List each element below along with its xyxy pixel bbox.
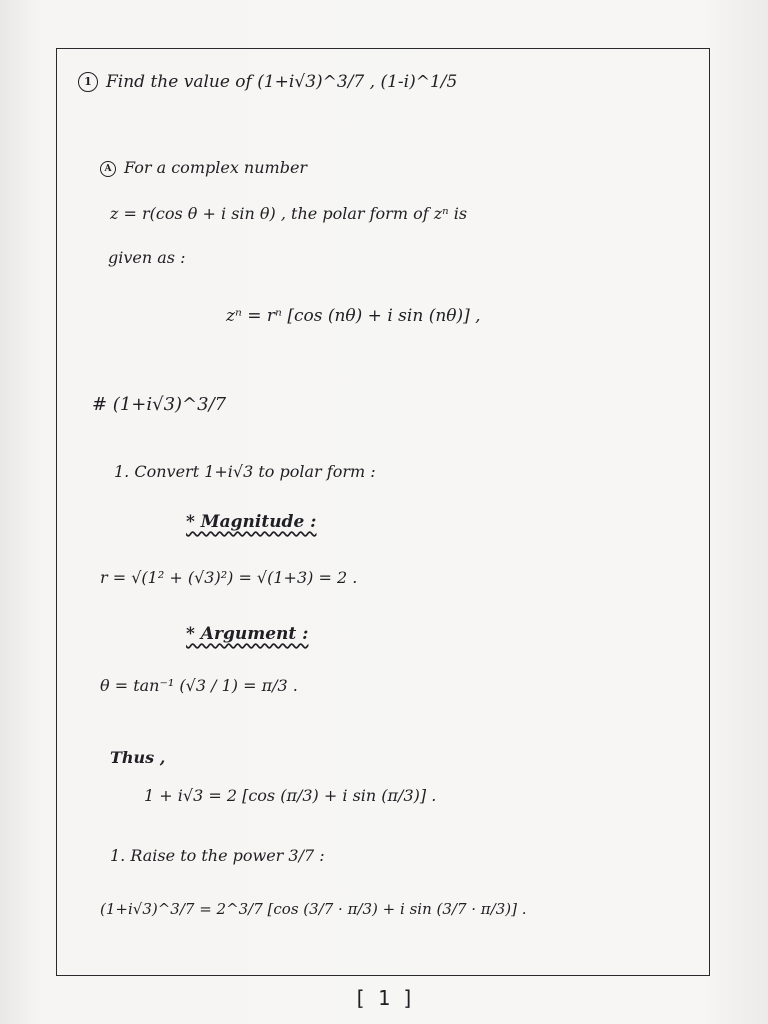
thus-label: Thus , xyxy=(110,748,166,767)
part-heading: # (1+i√3)^3/7 xyxy=(92,394,227,415)
answer-intro-line-1 xyxy=(100,158,307,177)
question-number: 1 xyxy=(78,72,98,92)
page-border xyxy=(56,48,710,976)
step-1: 1. Convert 1+i√3 to polar form : xyxy=(114,462,376,481)
answer-marker: A xyxy=(100,161,116,177)
question-text: Find the value of (1+i√3)^3/7 , (1-i)^1/5 xyxy=(106,72,458,92)
polar-power-formula: zⁿ = rⁿ [cos (nθ) + i sin (nθ)] , xyxy=(226,306,481,326)
magnitude-equation: r = √(1² + (√3)²) = √(1+3) = 2 . xyxy=(100,568,358,587)
answer-intro-3: given as : xyxy=(108,248,186,267)
question-line xyxy=(78,72,457,92)
thus-equation: 1 + i√3 = 2 [cos (π/3) + i sin (π/3)] . xyxy=(144,786,437,805)
answer-intro-2: z = r(cos θ + i sin θ) , the polar form of zⁿ is xyxy=(110,204,468,223)
argument-heading: * Argument : xyxy=(186,624,309,644)
argument-equation: θ = tan⁻¹ (√3 / 1) = π/3 . xyxy=(100,676,298,695)
magnitude-heading: * Magnitude : xyxy=(186,512,317,532)
step-2: 1. Raise to the power 3/7 : xyxy=(110,846,325,865)
final-equation: (1+i√3)^3/7 = 2^3/7 [cos (3/7 · π/3) + i sin (3/7 · π/3)] . xyxy=(100,900,527,918)
answer-intro-1: For a complex number xyxy=(124,158,308,177)
page-number: [ 1 ] xyxy=(353,986,415,1010)
